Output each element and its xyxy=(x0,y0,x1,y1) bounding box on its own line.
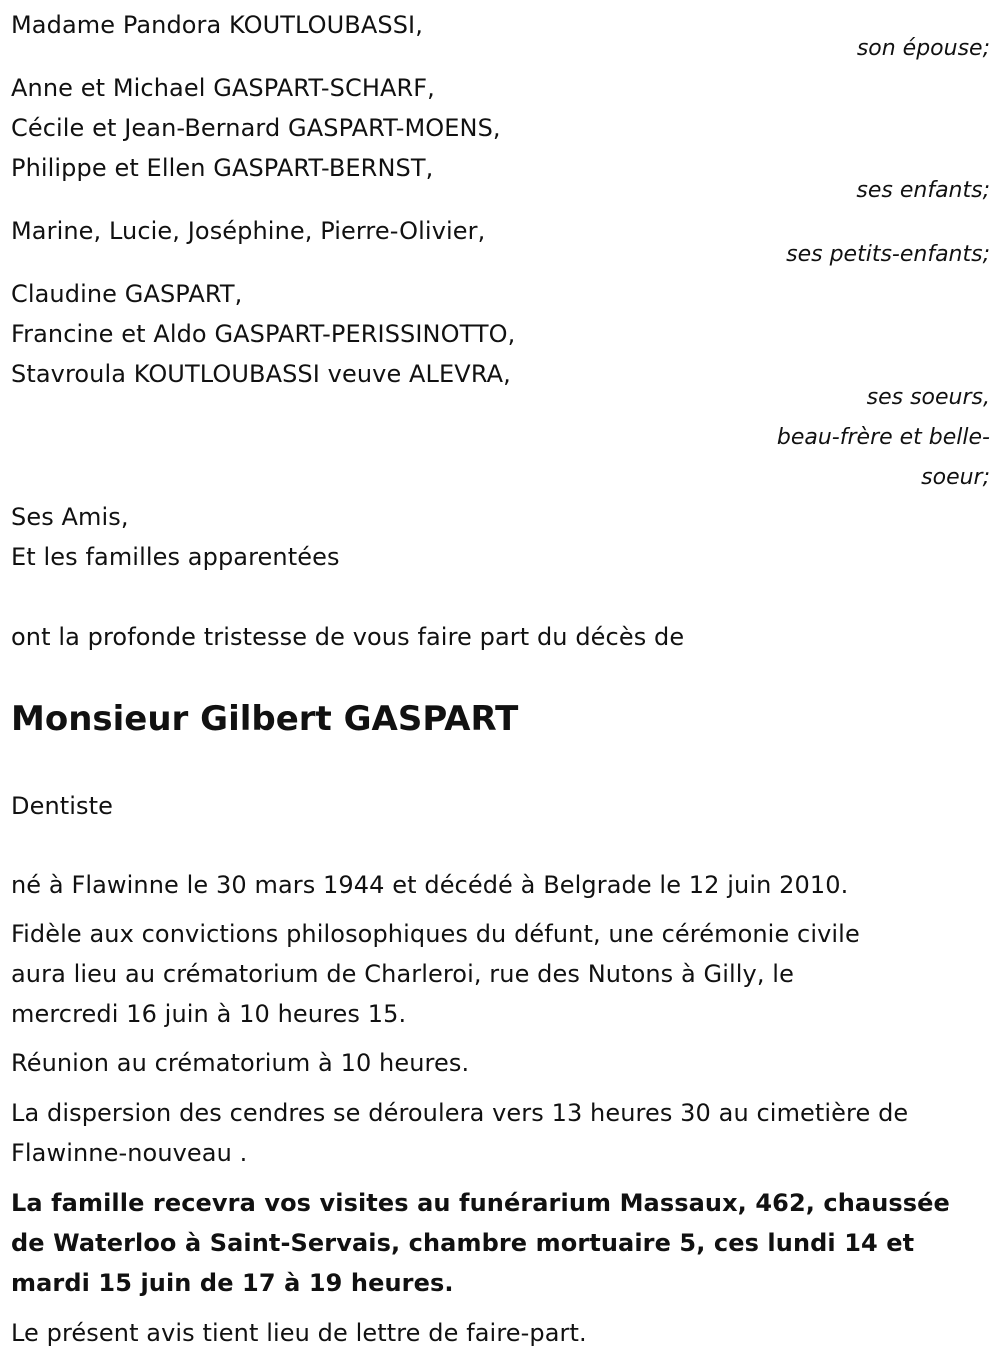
dispersion-line: La dispersion des cendres se déroulera vers 13 heures 30 au cimetière de xyxy=(11,1099,909,1127)
children-role: ses enfants; xyxy=(856,178,990,203)
others-line: Ses Amis, xyxy=(11,503,129,531)
siblings-role-line: beau-frère et belle- xyxy=(776,425,990,450)
birth-death: né à Flawinne le 30 mars 1944 et décédé à Belgrade le 12 juin 2010. xyxy=(11,871,849,899)
visits-line: La famille recevra vos visites au funérarium Massaux, 462, chaussée xyxy=(11,1189,950,1217)
intro-text: ont la profonde tristesse de vous faire part du décès de xyxy=(11,623,685,651)
others-line: Et les familles apparentées xyxy=(11,543,340,571)
sibling-line: Stavroula KOUTLOUBASSI veuve ALEVRA, xyxy=(11,360,511,388)
ceremony-line: Fidèle aux convictions philosophiques du défunt, une cérémonie civile xyxy=(11,920,860,948)
grandchildren-line: Marine, Lucie, Joséphine, Pierre-Olivier, xyxy=(11,217,486,245)
sibling-line: Claudine GASPART, xyxy=(11,280,243,308)
closing-text: Le présent avis tient lieu de lettre de faire-part. xyxy=(11,1319,587,1347)
ceremony-line: aura lieu au crématorium de Charleroi, rue des Nutons à Gilly, le xyxy=(11,960,794,988)
visits-line: mardi 15 juin de 17 à 19 heures. xyxy=(11,1269,454,1297)
spouse-role: son épouse; xyxy=(856,36,990,61)
ceremony-line: mercredi 16 juin à 10 heures 15. xyxy=(11,1000,407,1028)
child-line: Philippe et Ellen GASPART-BERNST, xyxy=(11,154,434,182)
profession: Dentiste xyxy=(11,792,114,820)
visits-line: de Waterloo à Saint-Servais, chambre mortuaire 5, ces lundi 14 et xyxy=(11,1229,915,1257)
siblings-role-line: soeur; xyxy=(921,465,990,490)
siblings-role-line: ses soeurs, xyxy=(866,385,990,410)
child-line: Cécile et Jean-Bernard GASPART-MOENS, xyxy=(11,114,501,142)
deceased-name: Monsieur Gilbert GASPART xyxy=(11,699,519,739)
dispersion-line: Flawinne-nouveau . xyxy=(11,1139,248,1167)
spouse-line: Madame Pandora KOUTLOUBASSI, xyxy=(11,11,423,39)
child-line: Anne et Michael GASPART-SCHARF, xyxy=(11,74,435,102)
sibling-line: Francine et Aldo GASPART-PERISSINOTTO, xyxy=(11,320,516,348)
grandchildren-role: ses petits-enfants; xyxy=(786,242,990,267)
reunion-text: Réunion au crématorium à 10 heures. xyxy=(11,1049,470,1077)
